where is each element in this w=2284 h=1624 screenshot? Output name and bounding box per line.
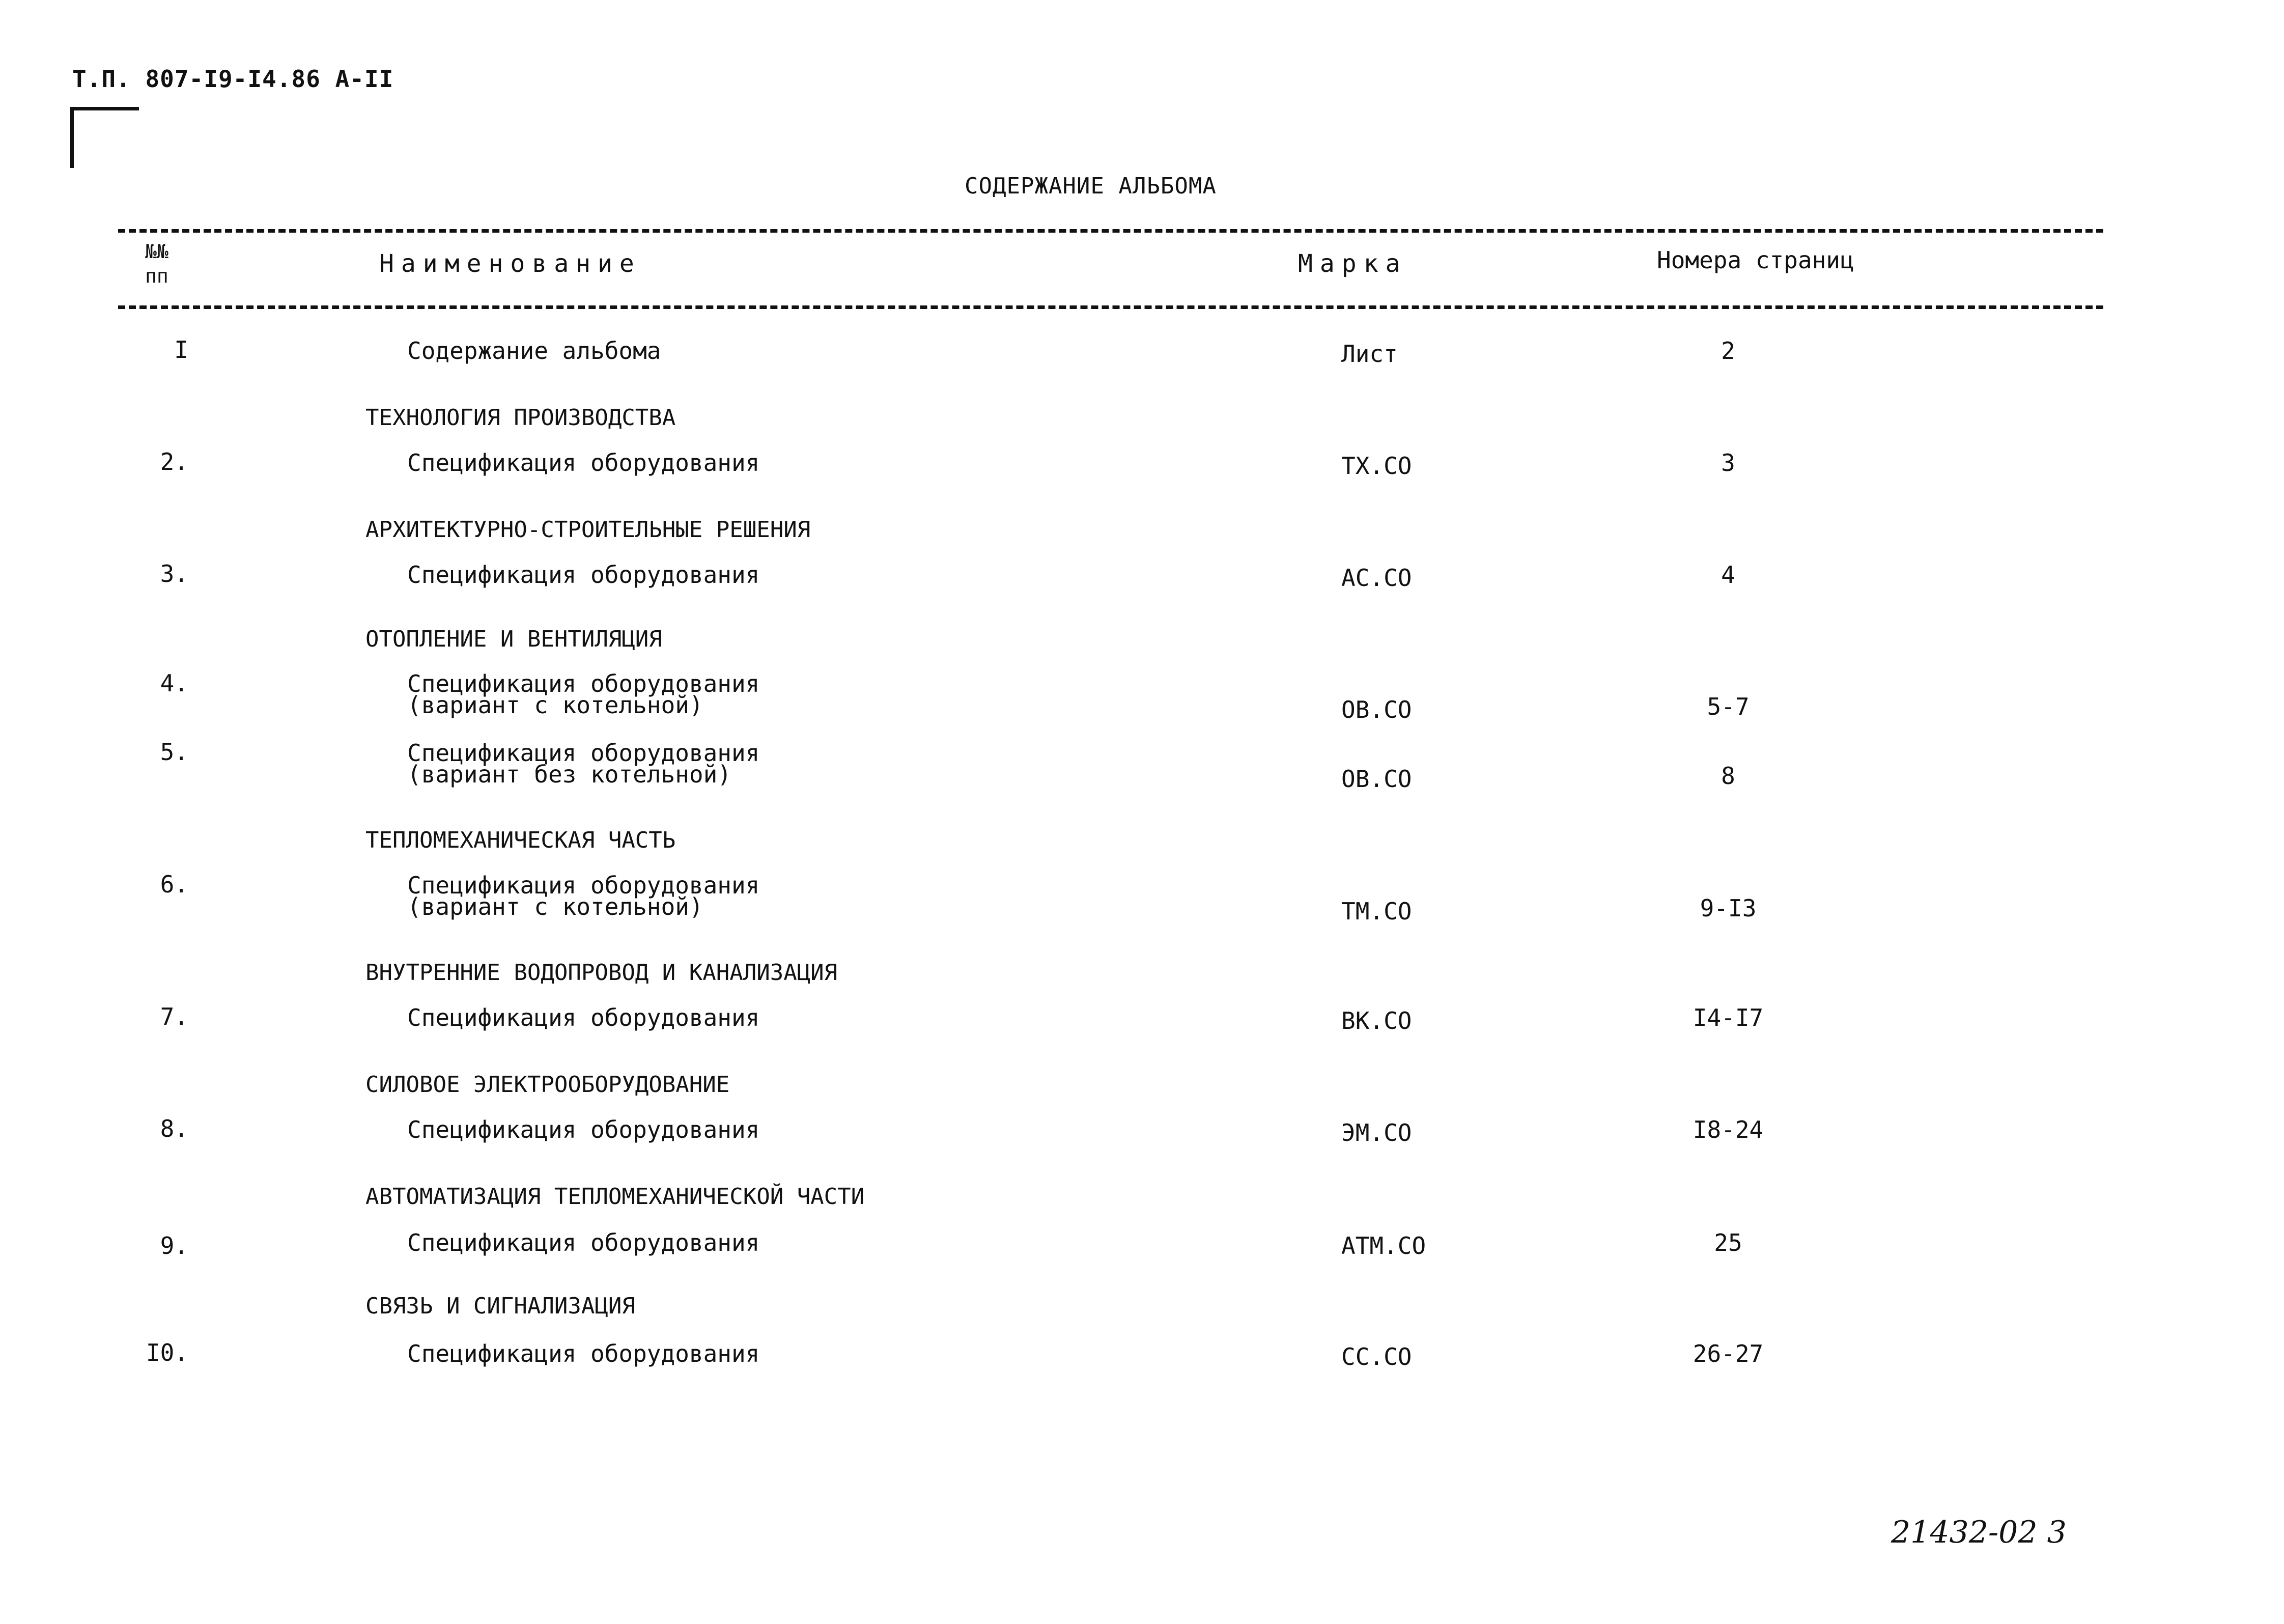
row-number: 5. — [160, 738, 188, 766]
section-heading: ТЕПЛОМЕХАНИЧЕСКАЯ ЧАСТЬ — [365, 827, 676, 853]
row-number: 2. — [160, 448, 188, 475]
sheet-number: 21432-02 3 — [1891, 1515, 2067, 1550]
section-heading: СИЛОВОЕ ЭЛЕКТРООБОРУДОВАНИЕ — [365, 1072, 730, 1098]
column-header-num: №№ пп — [145, 240, 168, 287]
item-pages: 9-I3 — [1700, 894, 1757, 922]
row-number: 7. — [160, 1003, 188, 1030]
item-pages: 2 — [1721, 337, 1735, 365]
page-title: СОДЕРЖАНИЕ АЛЬБОМА — [965, 173, 1217, 199]
column-header-mark: Марка — [1298, 249, 1407, 278]
row-number: 9. — [160, 1232, 188, 1259]
column-header-pages: Номера страниц — [1657, 246, 1854, 274]
section-heading: ВНУТРЕННИЕ ВОДОПРОВОД И КАНАЛИЗАЦИЯ — [365, 960, 838, 986]
item-name: Спецификация оборудования (вариант без котельной) — [407, 739, 760, 788]
table-header-top-rule — [118, 229, 2103, 233]
item-name: Спецификация оборудования — [407, 1229, 760, 1256]
corner-mark-horizontal — [70, 107, 139, 110]
document-code: Т.П. 807-I9-I4.86 А-II — [72, 65, 394, 93]
item-mark: ТМ.СО — [1341, 898, 1412, 925]
item-name: Спецификация оборудования — [407, 449, 760, 477]
row-number: I0. — [146, 1339, 188, 1366]
row-number: 3. — [160, 560, 188, 587]
item-name: Спецификация оборудования (вариант с котельной) — [407, 872, 760, 920]
item-pages: I8-24 — [1693, 1116, 1764, 1143]
row-number: 8. — [160, 1115, 188, 1142]
item-pages: 26-27 — [1693, 1340, 1764, 1367]
item-pages: 5-7 — [1707, 693, 1750, 720]
item-pages: 8 — [1721, 762, 1735, 790]
item-pages: I4-I7 — [1693, 1004, 1764, 1031]
item-mark: ОВ.СО — [1341, 765, 1412, 793]
section-heading: ОТОПЛЕНИЕ И ВЕНТИЛЯЦИЯ — [365, 626, 662, 652]
section-heading: АРХИТЕКТУРНО-СТРОИТЕЛЬНЫЕ РЕШЕНИЯ — [365, 517, 811, 543]
item-name: Спецификация оборудования — [407, 1116, 760, 1143]
item-mark: ЭМ.СО — [1341, 1119, 1412, 1146]
item-mark: Лист — [1341, 340, 1398, 368]
item-pages: 25 — [1714, 1229, 1742, 1256]
row-number: I — [174, 336, 188, 363]
item-mark: ВК.СО — [1341, 1007, 1412, 1034]
section-heading: СВЯЗЬ И СИГНАЛИЗАЦИЯ — [365, 1293, 635, 1319]
item-pages: 3 — [1721, 449, 1735, 477]
table-header-bottom-rule — [118, 305, 2103, 309]
corner-mark-vertical — [70, 107, 74, 168]
column-header-name: Наименование — [379, 249, 641, 278]
item-mark: ОВ.СО — [1341, 696, 1412, 723]
item-name: Спецификация оборудования — [407, 1004, 760, 1031]
item-name: Спецификация оборудования — [407, 561, 760, 589]
item-name: Спецификация оборудования — [407, 1340, 760, 1367]
item-mark: АС.СО — [1341, 564, 1412, 592]
row-number: 6. — [160, 871, 188, 898]
item-name: Содержание альбома — [407, 337, 661, 365]
item-pages: 4 — [1721, 561, 1735, 589]
row-number: 4. — [160, 669, 188, 697]
item-mark: АТМ.СО — [1341, 1232, 1426, 1259]
item-mark: СС.СО — [1341, 1343, 1412, 1370]
item-name: Спецификация оборудования (вариант с котельной) — [407, 670, 760, 719]
section-heading: ТЕХНОЛОГИЯ ПРОИЗВОДСТВА — [365, 405, 676, 431]
section-heading: АВТОМАТИЗАЦИЯ ТЕПЛОМЕХАНИЧЕСКОЙ ЧАСТИ — [365, 1184, 865, 1210]
item-mark: ТХ.СО — [1341, 452, 1412, 480]
